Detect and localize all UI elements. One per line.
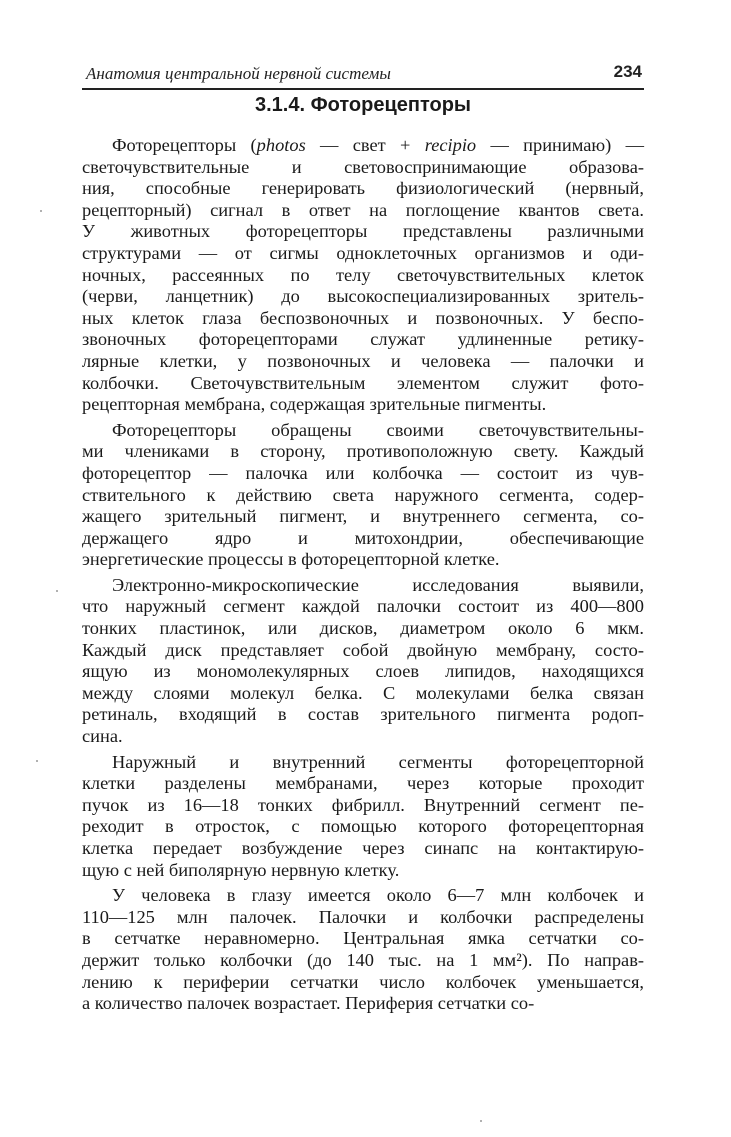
- section-title: 3.1.4. Фоторецепторы: [254, 94, 471, 116]
- scan-speck: [36, 760, 38, 762]
- text-line: 110—125 млн палочек. Палочки и колбочки распределены: [82, 906, 644, 927]
- text-line: колбочки. Светочувствительным элементом служит фото-: [82, 372, 644, 393]
- text-line: ных клеток глаза беспозвоночных и позвоночных. У беспо-: [82, 307, 644, 328]
- text-line: Электронно-микроскопические исследования выявили,: [112, 574, 644, 595]
- text-line: ретиналь, входящий в состав зрительного пигмента родоп-: [82, 704, 644, 725]
- text-line: фоторецептор — палочка или колбочка — состоит из чув-: [82, 462, 644, 483]
- text-line: рецепторный) сигнал в ответ на поглощение квантов света.: [82, 199, 644, 220]
- text-line: ящую из мономолекулярных слоев липидов, находящихся: [82, 661, 644, 682]
- body-text: [82, 135, 644, 1015]
- text-line: ночных, рассеянных по телу светочувствительных клеток: [82, 264, 644, 285]
- text-line: ния, способные генерировать физиологический (нервный,: [82, 178, 644, 199]
- text-line: держит только колбочки (до 140 тыс. на 1 мм²). По направ-: [82, 949, 644, 970]
- text-line: светочувствительные и световоспринимающие образова-: [82, 156, 644, 177]
- text-line: тонких пластинок, или дисков, диаметром около 6 мкм.: [82, 618, 644, 639]
- text-line: реходит в отросток, с помощью которого фоторецепторная: [82, 816, 644, 837]
- page-number: 234: [613, 62, 642, 81]
- text-line: У животных фоторецепторы представлены различными: [82, 221, 644, 242]
- paragraph: [82, 135, 644, 416]
- paragraph: [82, 752, 644, 882]
- text-line: Наружный и внутренний сегменты фоторецепторной: [112, 751, 644, 772]
- scan-speck: [40, 210, 42, 212]
- paragraph: [82, 420, 644, 571]
- scan-speck: [56, 590, 58, 592]
- text-line: сина.: [82, 726, 123, 747]
- text-line: Каждый диск представляет собой двойную мембрану, состо-: [82, 639, 644, 660]
- paragraph: [82, 575, 644, 748]
- text-line: звоночных фоторецепторами служат удлиненные ретику-: [82, 329, 644, 350]
- text-line: энергетические процессы в фоторецепторной клетке.: [82, 549, 500, 570]
- text-line: рецепторная мембрана, содержащая зрительные пигменты.: [82, 394, 547, 415]
- text-line: лярные клетки, у позвоночных и человека — палочки и: [82, 350, 644, 371]
- text-line: У человека в глазу имеется около 6—7 млн колбочек и: [112, 885, 644, 906]
- text-line: лению к периферии сетчатки число колбочек уменьшается,: [82, 971, 644, 992]
- text-line: в сетчатке неравномерно. Центральная ямка сетчатки со-: [82, 928, 644, 949]
- paragraph: [82, 885, 644, 1015]
- text-line: а количество палочек возрастает. Периферия сетчатки со-: [82, 993, 535, 1014]
- text-line: ми члениками в сторону, противоположную свету. Каждый: [82, 441, 644, 462]
- running-title: Анатомия центральной нервной системы: [86, 64, 391, 83]
- text-line: (черви, ланцетник) до высокоспециализированных зритель-: [82, 286, 644, 307]
- text-line: жащего зрительный пигмент, и внутреннего сегмента, со-: [82, 506, 644, 527]
- text-line: клетка передает возбуждение через синапс на контактирую-: [82, 838, 644, 858]
- text-line: что наружный сегмент каждой палочки состоит из 400—800: [82, 596, 644, 617]
- running-header: [82, 62, 644, 90]
- text-line: клетки разделены мембранами, через которые проходит: [82, 773, 644, 794]
- text-line: держащего ядро и митохондрии, обеспечивающие: [82, 527, 644, 548]
- text-line: Фоторецепторы (photos — свет + recipio — принимаю) —: [112, 135, 644, 155]
- text-line: пучок из 16—18 тонких фибрилл. Внутренний сегмент пе-: [82, 794, 644, 815]
- text-line: между слоями молекул белка. С молекулами белка связан: [82, 682, 644, 703]
- text-line: щую с ней биполярную нервную клетку.: [82, 859, 400, 880]
- text-line: ствительного к действию света наружного сегмента, содер-: [82, 484, 644, 505]
- scan-speck: [480, 1120, 482, 1122]
- text-line: структурами — от сигмы одноклеточных организмов и оди-: [82, 242, 644, 263]
- text-line: Фоторецепторы обращены своими светочувствительны-: [112, 419, 644, 440]
